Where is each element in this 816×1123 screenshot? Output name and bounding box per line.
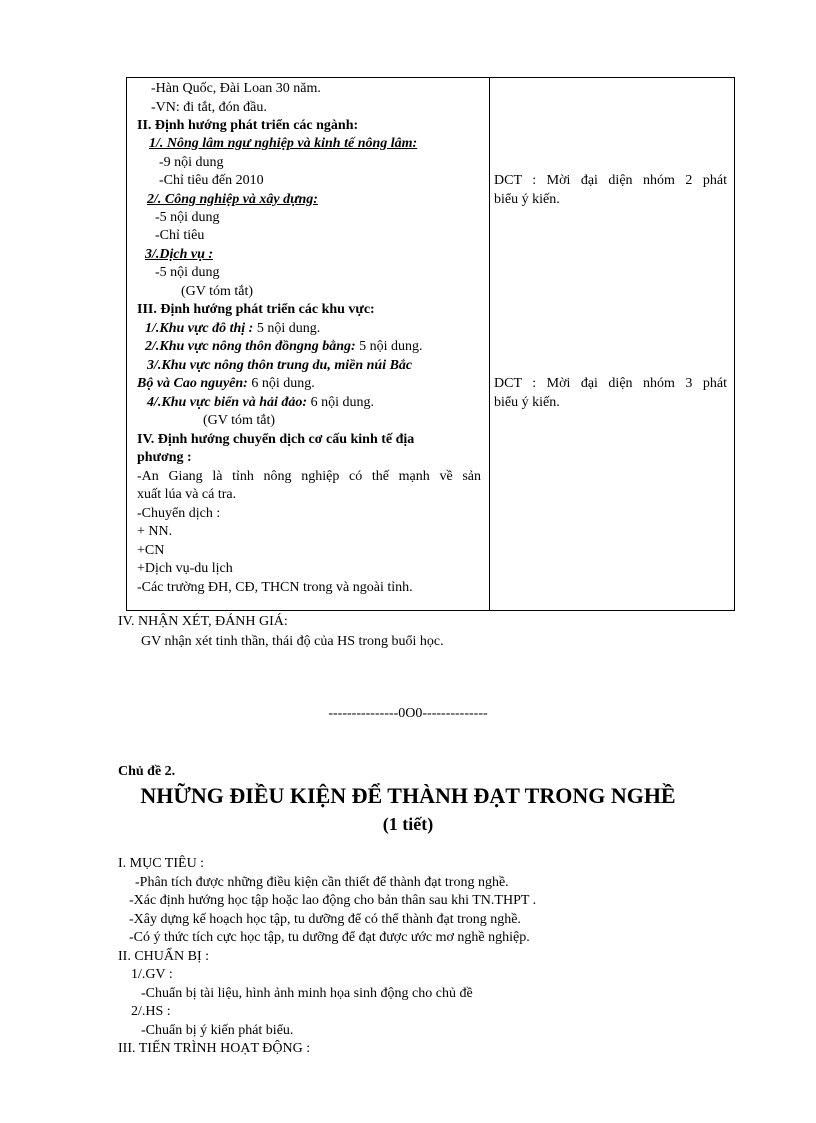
section-heading: III. TIẾN TRÌNH HOẠT ĐỘNG : (118, 1041, 311, 1056)
subsection-heading: 1/. Nông lâm ngư nghiệp và kinh tế nông lâm: (149, 136, 418, 151)
body-line: -Xây dựng kế hoạch học tập, tu dưỡng để có thể thành đạt trong nghề. (129, 912, 521, 927)
table-line: -Chuyển dịch : (137, 506, 221, 521)
section-heading: II. Định hướng phát triển các ngành: (137, 118, 359, 133)
table-line: + NN. (137, 524, 173, 539)
teacher-note: DCT : Mời đại diện nhóm 2 phát (494, 173, 727, 188)
body-line: -Phân tích được những điều kiện cần thiết để thành đạt trong nghề. (135, 875, 509, 890)
table-line: -VN: đi tắt, đón đầu. (151, 100, 267, 115)
table-line: -5 nội dung (155, 265, 220, 280)
area-value: 5 nội dung. (355, 339, 423, 354)
separator: ---------------0O0-------------- (328, 706, 488, 721)
teacher-note: biểu ý kiến. (494, 192, 560, 207)
body-line: -Có ý thức tích cực học tập, tu dưỡng để đạt được ước mơ nghề nghiệp. (129, 930, 530, 945)
table-line: +CN (137, 543, 165, 558)
area-value: 6 nội dung. (247, 376, 315, 391)
table-line (137, 375, 315, 393)
table-line: (GV tóm tắt) (181, 284, 254, 299)
table-line: -An Giang là tỉnh nông nghiệp có thế mạnh về sản (137, 469, 481, 484)
body-line: -Chuẩn bị tài liệu, hình ảnh minh họa sinh động cho chủ đề (141, 986, 473, 1001)
body-line: -Xác định hướng học tập hoặc lao động cho bản thân sau khi TN.THPT . (129, 893, 537, 908)
section-heading: IV. Định hướng chuyển dịch cơ cấu kinh tế địa (137, 432, 415, 447)
table-line (147, 394, 374, 412)
body-line: 1/.GV : (131, 967, 173, 982)
evaluation-text: GV nhận xét tinh thần, thái độ của HS trong buổi học. (141, 634, 444, 649)
table-line: -Chỉ tiêu đến 2010 (159, 173, 264, 188)
section-heading: III. Định hướng phát triển các khu vực: (137, 302, 375, 317)
page-subtitle: (1 tiết) (382, 814, 434, 834)
area-label: 4/.Khu vực biển và hải đảo: (147, 395, 308, 410)
table-line: -Chỉ tiêu (155, 228, 205, 243)
teacher-note: biểu ý kiến. (494, 395, 560, 410)
subsection-heading: 2/. Công nghiệp và xây dựng: (147, 192, 318, 207)
table-line: -9 nội dung (159, 155, 224, 170)
table-line: +Dịch vụ-du lịch (137, 561, 233, 576)
area-label: 1/.Khu vực đô thị : (145, 321, 254, 336)
area-label: 3/.Khu vực nông thôn trung du, miền núi Bắc (147, 358, 413, 373)
area-label: 2/.Khu vực nông thôn đồngng bằng: (145, 339, 356, 354)
area-value: 6 nội dung. (307, 395, 374, 410)
section-heading: II. CHUẨN BỊ : (118, 949, 209, 964)
subsection-heading: 3/.Dịch vụ : (145, 247, 214, 262)
table-line (145, 338, 423, 356)
topic-label: Chủ đề 2. (118, 764, 176, 779)
body-line: -Chuẩn bị ý kiến phát biểu. (141, 1023, 294, 1038)
section-heading: I. MỤC TIÊU : (118, 856, 205, 871)
content-table (126, 77, 735, 611)
teacher-note: DCT : Mời đại diện nhóm 3 phát (494, 376, 727, 391)
section-heading: phương : (137, 450, 192, 465)
table-line: (GV tóm tắt) (203, 413, 276, 428)
area-value: 5 nội dung. (253, 321, 321, 336)
table-line (145, 320, 320, 338)
page-title: NHỮNG ĐIỀU KIỆN ĐỂ THÀNH ĐẠT TRONG NGHỀ (140, 783, 676, 808)
body-line: 2/.HS : (131, 1004, 171, 1019)
evaluation-heading: IV. NHẬN XÉT, ĐÁNH GIÁ: (118, 614, 288, 629)
table-line: -Hàn Quốc, Đài Loan 30 năm. (151, 81, 321, 96)
table-line: -Các trường ĐH, CĐ, THCN trong và ngoài tỉnh. (137, 580, 413, 595)
table-line: xuất lúa và cá tra. (137, 487, 237, 502)
area-label: Bộ và Cao nguyên: (137, 376, 248, 391)
table-line: -5 nội dung (155, 210, 220, 225)
column-divider (489, 78, 490, 610)
